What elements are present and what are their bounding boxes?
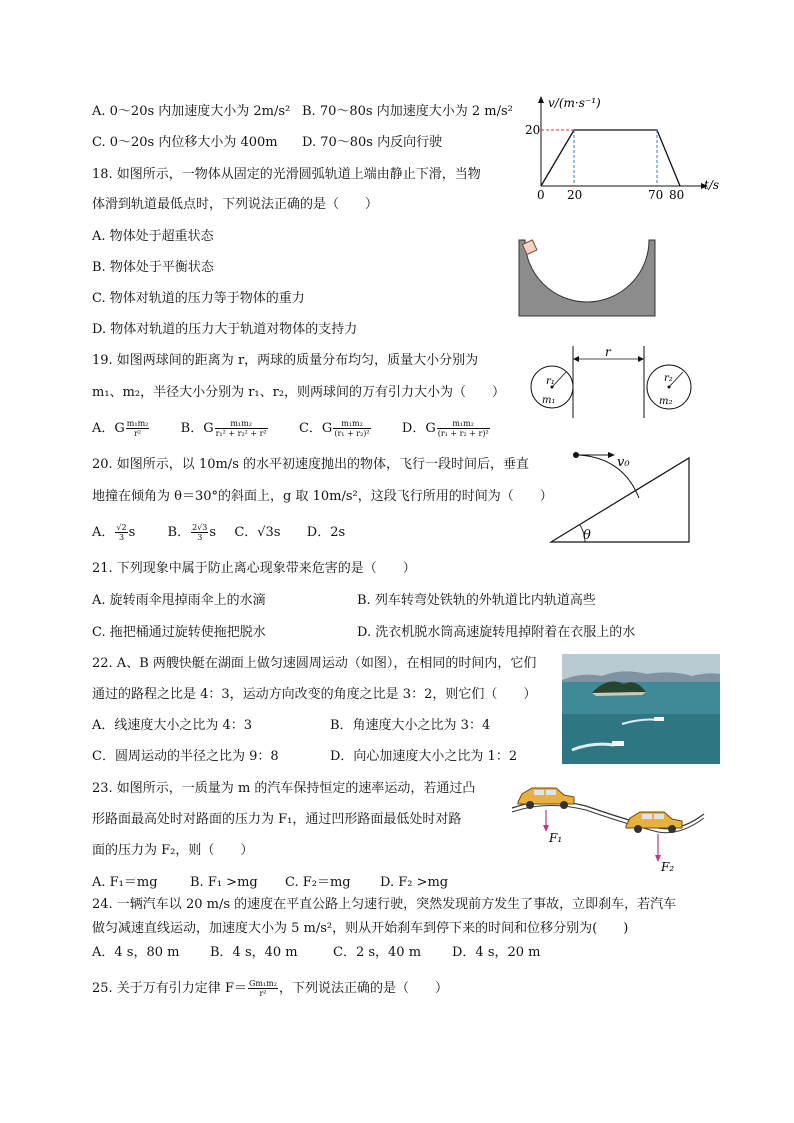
q21-option-d: D. 洗衣机脱水筒高速旋转甩掉附着在衣服上的水 [357,625,636,640]
q21-option-a: A. 旋转雨伞甩掉雨伞上的水滴 [92,593,266,608]
graph-x-tick-80: 80 [669,188,685,202]
v0-label: v₀ [617,455,630,470]
graph-y-label: v/(m·s⁻¹) [548,96,601,110]
q23-stem-line1: 23. 如图所示，一质量为 m 的汽车保持恒定的速率运动，若通过凸 [92,781,476,796]
road-cars-figure [508,780,708,876]
radius1-label: r₁ [546,376,555,387]
mass2-label: m₂ [659,396,673,407]
q19-options [92,414,491,444]
q23-stem-line3: 面的压力为 F₂，则（ ） [92,843,254,858]
q18-stem-line2: 体滑到轨道最低点时，下列说法正确的是（ ） [92,197,379,212]
q19-stem-line1: 19. 如图两球间的距离为 r，两球的质量分布均匀，质量大小分别为 [92,353,479,368]
q24-option-b: B．4 s，40 m [210,945,298,960]
projectile [573,452,579,458]
graph-x-label: t/s [704,178,720,192]
q24-option-d: D．4 s，20 m [452,945,541,960]
q23-option-b: B. F₁ >mg [190,875,258,890]
q17-option-c: C. 0～20s 内位移大小为 400m [92,135,278,150]
q18-option-c: C. 物体对轨道的压力等于物体的重力 [92,291,305,306]
q18-option-d: D. 物体对轨道的压力大于轨道对物体的支持力 [92,322,358,337]
mass1-label: m₁ [542,395,556,406]
q24-option-a: A．4 s，80 m [92,945,180,960]
q18-stem-line1: 18. 如图所示，一物体从固定的光滑圆弧轨道上端由静止下滑，当物 [92,167,481,182]
q23-option-c: C. F₂＝mg [285,875,351,890]
q20-option-a: A． $\frac{√2}{3}$ s [92,523,136,542]
velocity-time-graph [508,92,738,204]
q22-option-d: D．向心加速度大小之比为 1：2 [330,749,518,764]
q20-options [92,518,345,548]
q20-option-d: D．2s [306,525,346,540]
speedboat-b [612,741,624,746]
graph-y-tick: 20 [525,123,541,137]
q23-option-a: A. F₁＝mg [92,875,158,890]
q22-option-b: B．角速度大小之比为 3：4 [330,718,491,733]
car-bottom [626,812,682,833]
q19-stem-line2: m₁、m₂，半径大小分别为 r₁、r₂，则两球间的万有引力大小为（ ） [92,385,506,400]
q19-option-b: B．G $\frac{\text{m₁m₂}}{\text{r₁² + r₂² + r²}}$ [180,419,267,438]
q19-option-d: D．G $\frac{\text{m₁m₂}}{\text{(r₁ + r₂ + r)²}}$ [401,419,489,438]
q20-option-b: B． $\frac{2√3}{3}$ s [167,523,217,542]
circular-track-figure [515,236,660,320]
q17-option-a: A. 0～20s 内加速度大小为 2m/s² [92,104,291,119]
q24-stem-line1: 24. 一辆汽车以 20 m/s 的速度在平直公路上匀速行驶，突然发现前方发生了事故，立即刹车，若汽车 [92,897,677,912]
speedboat-a [654,717,664,721]
q24-option-c: C．2 s，40 m [333,945,422,960]
force-f1-label: F₁ [549,831,563,845]
graph-x-tick-0: 0 [537,188,545,202]
q22-option-a: A．线速度大小之比为 4：3 [92,718,253,733]
q24-stem-line2: 做匀减速直线运动，加速度大小为 5 m/s²，则从开始刹车到停下来的时间和位移分别为( ) [92,921,629,936]
q17-option-d: D. 70～80s 内反向行驶 [302,135,443,150]
q25-stem: 25. 关于万有引力定律 F＝ $\frac{\text{Gm₁m₂}}{\text{r²}}$ ，下列说法正确的是（ ） [92,979,448,998]
q19-option-c: C．G $\frac{\text{m₁m₂}}{\text{(r₁ + r₂)²}}$ [298,419,370,438]
q21-option-c: C. 拖把桶通过旋转使拖把脱水 [92,625,266,640]
q22-stem-line2: 通过的路程之比是 4：3，运动方向改变的角度之比是 3：2，则它们（ ） [92,687,537,702]
distance-label: r [605,345,611,359]
q23-stem-line2: 形路面最高处时对路面的压力为 F₁，通过凹形路面最低处时对路 [92,812,462,827]
radius2-label: r₂ [664,373,673,384]
lake-speedboats-photo [562,654,720,764]
q20-stem-line2: 地撞在倾角为 θ＝30°的斜面上，g 取 10m/s²，这段飞行所用的时间为（ ） [92,489,553,504]
theta-label: θ [583,528,591,543]
graph-x-tick-70: 70 [648,188,664,202]
q22-stem-line1: 22. A、B 两艘快艇在湖面上做匀速圆周运动（如图），在相同的时间内，它们 [92,656,537,671]
force-f2-label: F₂ [661,860,675,874]
q21-option-b: B. 列车转弯处铁轨的外轨道比内轨道高些 [357,593,596,608]
q22-option-c: C．圆周运动的半径之比为 9：8 [92,749,279,764]
q18-option-a: A. 物体处于超重状态 [92,229,214,244]
two-spheres-figure [528,344,698,420]
q23-option-d: D. F₂ >mg [380,875,449,890]
incline-figure [545,446,695,546]
q21-stem: 21. 下列现象中属于防止离心现象带来危害的是（ ） [92,561,416,576]
q20-stem-line1: 20. 如图所示，以 10m/s 的水平初速度抛出的物体，飞行一段时间后，垂直 [92,457,529,472]
q17-option-b: B. 70～80s 内加速度大小为 2 m/s² [302,104,513,119]
q20-option-c: C．√3s [234,525,281,540]
q19-option-a: A．G $\frac{\text{m₁m₂}}{\text{r²}}$ [92,419,149,438]
q18-option-b: B. 物体处于平衡状态 [92,260,214,275]
graph-x-tick-20: 20 [567,188,583,202]
